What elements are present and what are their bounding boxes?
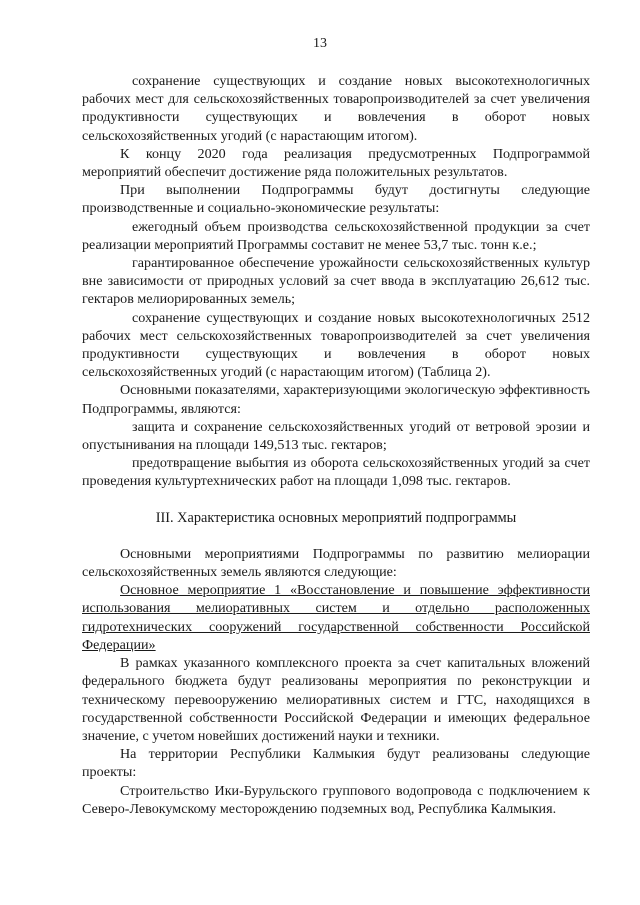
section-heading: III. Характеристика основных мероприятий подпрограммы [155,509,517,526]
main-measure-title: Основное мероприятие 1 «Восстановление и повышение эффективности использования мелиоративных систем и отдельно расположенных гидротехнических сооружений государственной собственности Российской Федерации» [82,582,590,653]
paragraph: сохранение существующих и создание новых высокотехнологичных рабочих мест для сельскохозяйственных товаропроизводителей за счет увеличения продуктивности существующих и вовлечения в оборот новых сельскохозяйственных угодий (с нарастающим итогом). [82,73,590,144]
paragraph: предотвращение выбытия из оборота сельскохозяйственных угодий за счет проведения культуртехнических работ на площади 1,098 тыс. гектаров. [82,455,590,490]
paragraph: Основными мероприятиями Подпрограммы по развитию мелиорации сельскохозяйственных земель являются следующие: [82,545,590,581]
paragraph: К концу 2020 года реализация предусмотренных Подпрограммой мероприятий обеспечит достижение ряда положительных результатов. [82,145,590,181]
paragraph: На территории Республики Калмыкия будут реализованы следующие проекты: [82,746,590,781]
spacer [82,491,590,499]
paragraph: гарантированное обеспечение урожайности сельскохозяйственных культур вне зависимости от природных условий за счет ввода в эксплуатацию 26,612 тыс. гектаров мелиорированных земель; [82,255,590,308]
paragraph: защита и сохранение сельскохозяйственных угодий от ветровой эрозии и опустынивания на площади 149,513 тыс. гектаров; [82,418,590,454]
paragraph: Строительство Ики-Бурульского группового водопровода с подключением к Северо-Левокумскому месторождению подземных вод, Республика Калмыкия. [82,782,590,817]
page-number: 13 [313,36,327,51]
page-body [82,72,590,818]
paragraph: ежегодный объем производства сельскохозяйственной продукции за счет реализации мероприятий Программы составит не менее 53,7 тыс. тонн к.е.; [82,218,590,253]
paragraph: сохранение существующих и создание новых высокотехнологичных 2512 рабочих мест сельскохозяйственных товаропроизводителей за счет увеличения продуктивности существующих и вовлечения в оборот новых сельскохозяйственных угодий (с нарастающим итогом) (Таблица 2). [82,309,590,381]
paragraph: В рамках указанного комплексного проекта за счет капитальных вложений федерального бюджета будут реализованы мероприятия по реконструкции и техническому перевооружению мелиоративных систем и ГТС, находящихся в государственной собственности Российской Федерации и имеющих федеральное значение, с учетом новейших достижений науки и техники. [82,655,590,744]
paragraph: При выполнении Подпрограммы будут достигнуты следующие производственные и социально-экономические результаты: [82,182,590,217]
paragraph: Основными показателями, характеризующими экологическую эффективность Подпрограммы, являются: [82,382,590,417]
